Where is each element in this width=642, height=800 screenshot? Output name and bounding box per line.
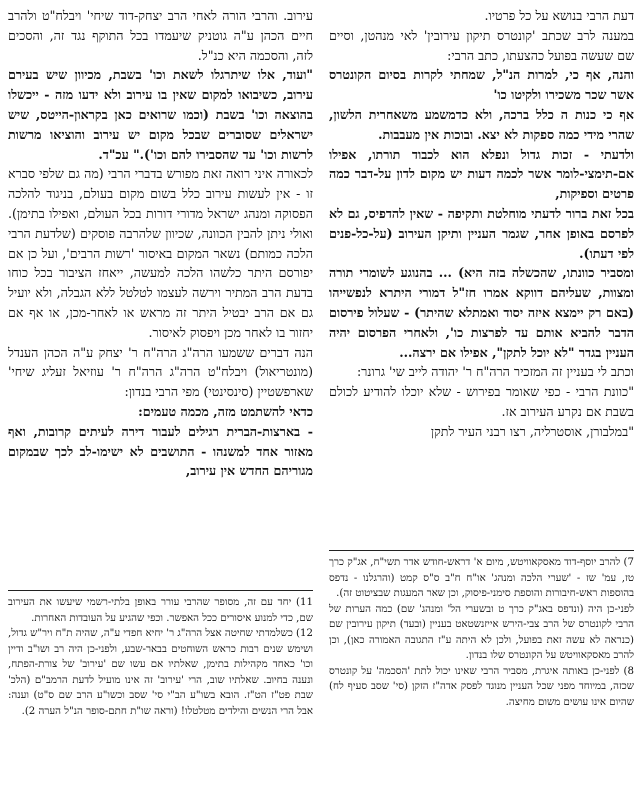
footnote-divider xyxy=(8,590,313,591)
quote-paragraph: בכל זאת ברור לדעתי מוחלטת ותקיפה - שאין להדפיס, גם לא לפרסם באופן אחר, שגמר העניין ותיקן העירוב (על-כל-פנים לפי דעתו). xyxy=(329,205,634,261)
left-column-footnotes xyxy=(8,595,313,791)
paragraph: וכתב לי בעניין זה המזכיר הרה"ח ר' יהודה לייב שי' גרונר: xyxy=(356,364,634,380)
quote-paragraph: ולדעתי - זכות גדול ונפלא הוא לכבוד תורתו, אפילו אם-תימצי-לומר אשר לכמה דעות יש מקום לדון על-דבר כמה פרטים וספיקות, xyxy=(329,146,634,202)
right-column xyxy=(329,6,634,781)
right-column-footnotes xyxy=(329,555,634,781)
quote-paragraph: ומסביר כוונתו, שהכשלה בזה היא) ... בהנוגע לשומרי תורה ומצוות, שעליהם דווקא אמרו חז"ל דמורי היתרא לנפשייהו (באם רק יימצא איזה יסוד ואמתלא שהיתר) - שעלול פירסום הדבר להביא אותם עד לפרצות כו', ולאחרי הפרסום יהיה העניין בגדר "לא יוכל לתקן", אפילו אם ירצה... xyxy=(329,265,634,360)
right-column-body xyxy=(329,6,634,544)
footnote: לפני-כן היה (ונדפס באג"ק כרך ט ובשערי הל' ומנהג' שם) כמה הערות של הרבי לקונטרס של הרב צבי-הירש אייזנשטאט בעניין (ובעד) תיקון עירובין שם (כנראה לא עשה זאת בפועל, ולכן לא היתה ע"ז התגובה האמורה כאן), וכן להרב מאסקאוויטש על הקונטרס שלו בנדון. xyxy=(329,603,634,661)
left-column-body xyxy=(8,6,313,586)
quote-paragraph: כדאי להשתמט מזה, מכמה טעמים: xyxy=(138,403,313,419)
paragraph: "במלבורן, אוסטרליה, רצו רבני העיר לתקן xyxy=(430,423,634,439)
footnote: 12) כשלמדתי שחיטה אצל הרה"ג ר' יחיא חפדי ע"ה, שהיה ת"ח ויר"ש גדול, ושימש שנים רבות כראש השוחטים בבאר-שבע, ולפני-כן היה רב ושו"ב ודיין וכו' כאחד מקהילות בתימן, שאלתיו אם עשו שם 'עירוב' של צורת-הפתח, ונענה בחיוב. שאלתיו שוב, הרי 'עירוב' זה אינו מועיל לדעת הרמב"ם (הלכ' שבת פט"ז הט"ז. הובא בשו"ע הב"י סי' שסב וכשו"ע הרב שם ס"ט) וענה: אבל הרי הנשים והילדים מטלטלו! (וראה שו"ת חתם-סופר הנ"ל הערה 2). xyxy=(8,628,313,717)
paragraph: במענה לרב שכתב 'קונטרס תיקון עירובין' לאי מנהטן, וסיים שם שעשה בפועל כהצעתו, כתב הרבי: xyxy=(329,27,634,63)
paragraph: "כוונת הרבי - כפי שאומר בפירוש - שלא יוכלו להודיע לכולם בשבת אם נקרע העירוב אז. xyxy=(329,384,634,419)
footnote: 11) יחד עם זה, מסופר שהרבי עורר באופן בלתי-רשמי שיעשו את העירוב שם, כדי למנוע איסורים ככל האפשר. וכפי שהגיע על העובדות האחרות. xyxy=(8,597,313,624)
paragraph: לכאורה איני רואה זאת מפורש בדברי הרבי (מה גם שלפי סברא זו - אין לעשות עירוב כלל בשום מקום בעולם, בניגוד להלכה הפסוקה ומנהג ישראל מדורי דורות בכל העולם, ואפילו בתימן). ואולי ניתן להבין הכוונה, שכיוון שלהרבה פוסקים (שלדעת הרבי הלכה כמותם) נשאר המקום באיסור 'רשות הרבים', ועל כן אם יפורסם היתר כלשהו הלכה למעשה, ייאחז הציבור בכל כוחו בדעת הרב המתיר וירשה לעצמו לטלטל ללא הגבלה, ולא יועיל גם אם הרב יבטיל היתר זה מראש או לאחר-מכן, או אף אם יחזור בו לאחר מכן ויפסוק לאיסור. xyxy=(8,166,313,340)
column-gutter xyxy=(320,6,321,794)
quote-paragraph: אף כי כנות ה כלל ברכה, ולא כדמשמע משאחרית הלשון, שהרי מידי כמה ספקות לא יצא. ובוכות אין מעבבות. xyxy=(329,106,634,142)
footnote: 7) להרב יוסף-דוד מאסקאוויטש, מיום א' דראש-חודש אדר תשי"ח, אג"ק כרך טז, עמ' שז - 'שערי הלכה ומנהג' או"ח ח"ב ס"ס קמט (והרגלנו - נדפס בהוספות ראש-חיבורות והוספת סימני-פיסוק, וכן שאר המעגות שבציטוט זה). xyxy=(329,557,634,599)
quote-paragraph: "ועוד, אלו שיתרגלו לשאת וכו' בשבת, מכיוון שיש בעירם עירוב, כשיבואו למקום שאין בו עירוב ולא ידעו מזה - ייכשלו בהוצאה וכו' בשבת (וכמו שרואים כאן בקראון-הייטס, שיש ישראלים שסוברים שבכל מקום יש עירוב והוציאו מרשות לרשות וכו' עד שהסבירו להם וכו')." עכ"ד. xyxy=(8,67,313,162)
footnote-divider xyxy=(329,550,634,551)
quote-paragraph: - בארצות-הברית רגילים לעבור דירה לעיתים קרובות, ואף מאזור אחד למשנהו - התושבים לא ישימו-לב לכך שבמקום מגוריהם החדש אין עירוב, xyxy=(8,423,313,479)
quote-paragraph: והנה, אף כי, למרות הנ"ל, שמחתי לקרות בסיום הקונטרס אשר שכר משכירו ולקיטו כו' xyxy=(329,67,634,103)
paragraph: הנה דברים ששמעו הרה"ג הרה"ח ר' יצחק ע"ה הכהן הענדל (מונטריאול) ויבלח"ט הרה"ג הרה"ח ר' עוזיאל זעליג שיחי' שארפשטיין (סינסינטי) מפי הרבי בנדון: xyxy=(8,344,313,400)
paragraph: דעת הרבי בנושא על כל פרטיו. xyxy=(484,8,634,23)
footnote: 8) לפני-כן באותה איגרת, מסביר הרבי שאינו יכול לתת 'הסכמה' על קונטרס שכזה, במיוחד מפני שכל העניין מנוגד לפסק אדה"ז הזקן (סי' שסב סעיף לח) שהיום אינו עושים משום מחיצה. xyxy=(329,665,634,708)
paragraph: עירוב. והרבי הורה לאחי הרב יצחק-דוד שיחי' ויבלח"ט ולהרב חיים הכהן ע"ה גוטניק שיעמדו בכל התוקף נגד זה, והסכים לזה, והסכמה היא כנ"ל. xyxy=(8,8,313,63)
left-column xyxy=(8,6,313,791)
